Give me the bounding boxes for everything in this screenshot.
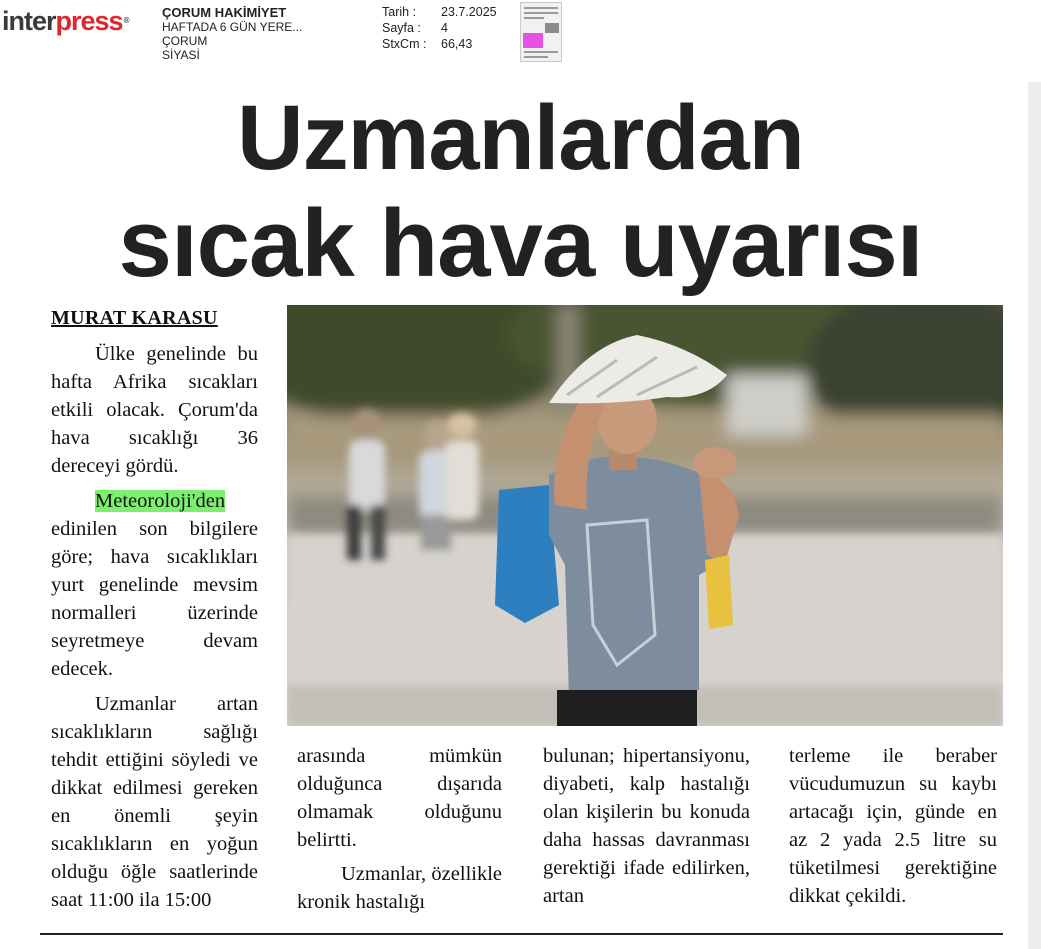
article-column-2 bbox=[297, 742, 502, 916]
news-photo bbox=[287, 305, 1003, 726]
headline-line-2: sıcak hava uyarısı bbox=[118, 190, 923, 297]
article-column-1 bbox=[51, 340, 258, 914]
meta-page-row: Sayfa : 4 bbox=[382, 21, 448, 35]
paragraph: arasında mümkün olduğunca dışarıda olmamak olduğunu belirtti. bbox=[297, 745, 502, 851]
meta-date: 23.7.2025 bbox=[441, 5, 497, 19]
meta-date-row: Tarih : 23.7.2025 bbox=[382, 5, 497, 19]
publication-section: SİYASİ bbox=[162, 48, 200, 62]
page-thumbnail[interactable] bbox=[520, 2, 562, 62]
meta-area: 66,43 bbox=[441, 37, 473, 51]
paragraph: Uzmanlar, özellikle kronik hastalığı bbox=[297, 863, 502, 913]
article-column-4 bbox=[789, 742, 997, 910]
paragraph: Uzmanlar artan sıcaklıkların sağlığı tehdit ettiğini söyledi ve dikkat edilmesi gereken en önemli şeyin sıcaklıkların en yoğun olduğu öğle saatlerinde saat 11:00 ila 15:00 bbox=[51, 693, 258, 911]
clip-meta bbox=[382, 4, 497, 52]
publication-frequency: HAFTADA 6 GÜN YERE... bbox=[162, 20, 303, 34]
headline-line-1: Uzmanlardan bbox=[237, 87, 804, 189]
byline: MURAT KARASU bbox=[51, 307, 218, 329]
paragraph: Ülke genelinde bu hafta Afrika sıcakları etkili olacak. Çorum'da hava sıcaklığı 36 dereceyi gördü. bbox=[51, 343, 258, 477]
article-column-3 bbox=[543, 742, 750, 910]
interpress-logo: interpress® bbox=[2, 6, 129, 36]
bottom-rule bbox=[40, 933, 1003, 935]
paragraph: terleme ile beraber vücudumuzun su kaybı artacağı için, günde en az 2 yada 2.5 litre su tüketilmesi gerektiğine dikkat çekildi. bbox=[789, 745, 997, 907]
publication-info bbox=[162, 6, 302, 62]
meta-page: 4 bbox=[441, 21, 448, 35]
paragraph: Meteoroloji'den edinilen son bilgilere göre; hava sıcaklıkları yurt genelinde mevsim normalleri üzerinde seyretmeye devam edecek. bbox=[51, 490, 258, 680]
article-location-marker bbox=[523, 33, 543, 48]
publication-region: ÇORUM bbox=[162, 34, 208, 48]
meta-area-row: StxCm : 66,43 bbox=[382, 37, 473, 51]
paragraph: bulunan; hipertansiyonu, diyabeti, kalp hastalığı olan kişilerin bu konuda daha hassas davranması gerektiği ifade edilirken, artan bbox=[543, 745, 750, 907]
publication-name: ÇORUM HAKİMİYET bbox=[162, 5, 287, 20]
highlighted-term: Meteoroloji'den bbox=[95, 490, 226, 512]
headline bbox=[0, 87, 1041, 297]
